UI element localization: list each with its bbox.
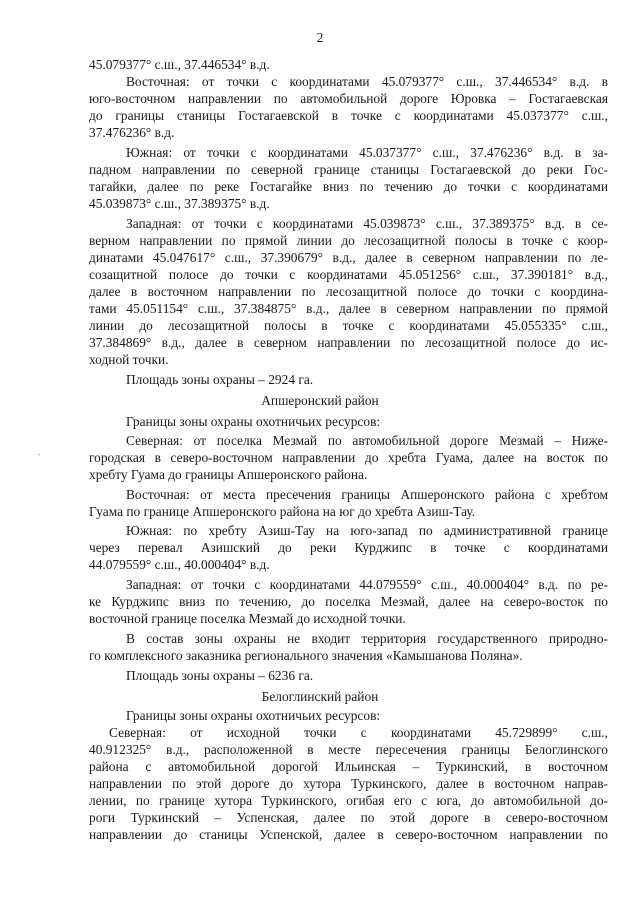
page-number: 2 [316, 30, 324, 45]
text-line: динатами 45.047617° с.ш., 37.390679° в.д., далее в северном направлении по ле- [89, 250, 608, 265]
text-line: Границы зоны охраны охотничьих ресурсов: [126, 414, 381, 429]
text-line: до границы станицы Гостагаевской в точке с координатами 45.037377° с.ш., [89, 108, 608, 123]
section-heading: Белоглинский район [261, 689, 379, 704]
text-line: Северная: от исходной точки с координатами 45.729899° с.ш., [109, 725, 608, 740]
text-line: 37.476236° в.д. [89, 125, 175, 140]
text-line: далее в восточном направлении по лесозащитной полосе до точки с координа- [89, 284, 608, 299]
text-line: ке Курджипс вниз по течению, до поселка Мезмай, далее на северо-восток по [89, 594, 608, 609]
text-line: Южная: по хребту Азиш-Тау на юго-запад по административной границе [126, 523, 608, 538]
text-line: роги Туркинский – Успенская, далее по этой дороге в северо-восточном [89, 810, 608, 825]
text-line: тагайки, далее по реке Гостагайке вниз по течению до точки с координатами [89, 179, 608, 194]
text-line: Западная: от точки с координатами 45.039873° с.ш., 37.389375° в.д. в се- [126, 216, 608, 231]
text-line: 37.384869° в.д., далее в северном направлении по лесозащитной полосе до ис- [89, 335, 608, 350]
text-line: городская в северо-восточном направлении до хребта Гуама, далее на восток по [89, 450, 608, 465]
text-line: 45.039873° с.ш., 37.389375° в.д. [89, 196, 270, 211]
text-line: Южная: от точки с координатами 45.037377° с.ш., 37.476236° в.д. в за- [126, 145, 608, 160]
text-line: через перевал Азишский до реки Курджипс в точке с координатами [89, 540, 608, 555]
text-line: Гуама по границе Апшеронского района на юг до хребта Азиш-Тау. [89, 504, 476, 519]
text-line: 44.079559° с.ш., 40.000404° в.д. [89, 557, 270, 572]
text-line: Площадь зоны охраны – 6236 га. [126, 668, 314, 683]
text-line: Восточная: от точки с координатами 45.079377° с.ш., 37.446534° в.д. в [126, 74, 608, 89]
text-line: ходной точки. [89, 352, 169, 367]
text-line: района с автомобильной дорогой Ильинская – Туркинский, в восточном [89, 759, 608, 774]
text-line: 40.912325° в.д., расположенной в месте пересечения границы Белоглинского [89, 742, 608, 757]
text-line: 45.079377° с.ш., 37.446534° в.д. [89, 57, 270, 72]
section-heading: Апшеронский район [261, 393, 379, 408]
text-line: Северная: от поселка Мезмай по автомобильной дороге Мезмай – Ниже- [126, 433, 608, 448]
text-line: Границы зоны охраны охотничьих ресурсов: [126, 708, 381, 723]
text-line: хребту Гуама до границы Апшеронского района. [89, 467, 368, 482]
text-line: направлении до станицы Успенской, далее в северо-восточном направлении по [89, 827, 608, 842]
text-line: го комплексного заказника регионального значения «Камышанова Поляна». [89, 648, 523, 663]
text-line: линии до лесозащитной полосы в точке с координатами 45.055335° с.ш., [89, 318, 608, 333]
text-line: созащитной полосе до точки с координатами 45.051256° с.ш., 37.390181° в.д., [89, 267, 608, 282]
text-line: Площадь зоны охраны – 2924 га. [126, 372, 314, 387]
text-line: направлении по этой дороге до хутора Туркинского, далее в восточном направ- [89, 776, 608, 791]
text-line: падном направлении по северной границе станицы Гостагаевской до реки Гос- [89, 162, 608, 177]
text-line: тами 45.051154° с.ш., 37.384875° в.д., далее в северном направлении по прямой [89, 301, 608, 316]
text-line: Восточная: от места пресечения границы Апшеронского района с хребтом [126, 487, 608, 502]
scan-mark: ˈ [37, 451, 41, 465]
text-line: Западная: от точки с координатами 44.079559° с.ш., 40.000404° в.д. по ре- [126, 577, 608, 592]
text-line: лении, по границе хутора Туркинского, огибая его с юга, до автомобильной до- [89, 793, 608, 808]
text-line: юго-восточном направлении по автомобильной дороге Юровка – Гостагаевская [89, 91, 608, 106]
text-line: восточной границе поселка Мезмай до исходной точки. [89, 611, 406, 626]
text-line: В состав зоны охраны не входит территория государственного природно- [126, 631, 608, 646]
text-line: верном направлении по прямой линии до лесозащитной полосы в точке с коор- [89, 233, 608, 248]
